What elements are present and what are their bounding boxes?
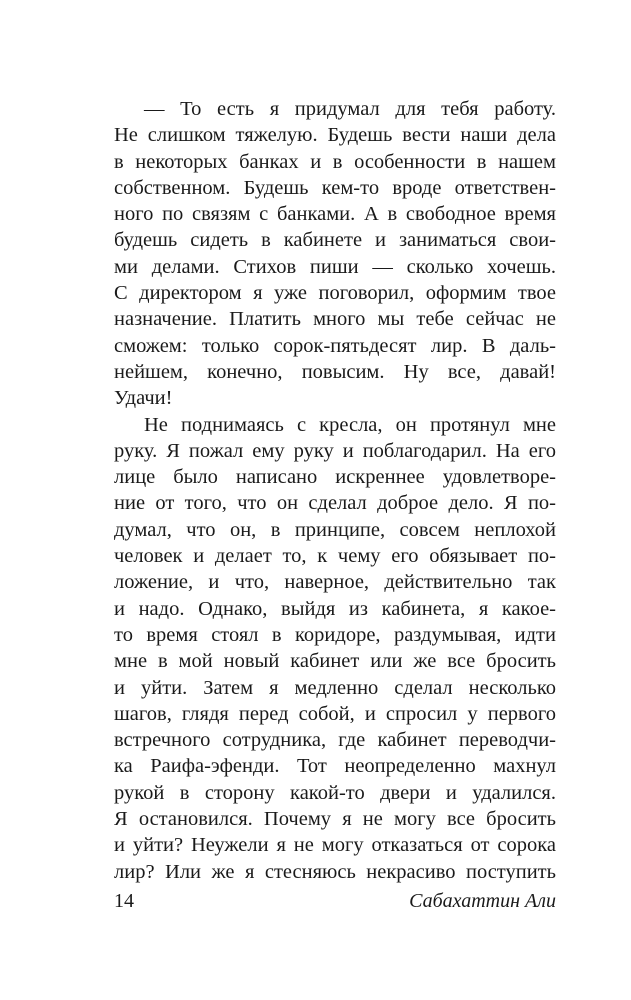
text-line: ние от того, что он сделал доброе дело. Я по- [114, 492, 556, 515]
text-line: руку. Я пожал ему руку и поблагодарил. На его [114, 439, 556, 462]
text-line: то время стоял в коридоре, раздумывая, идти [114, 623, 556, 646]
text-line: в некоторых банках и в особенности в нашем [114, 150, 556, 173]
page-number: 14 [114, 890, 134, 912]
page-footer [114, 887, 556, 915]
text-line: Не поднимаясь с кресла, он протянул мне [144, 413, 556, 436]
text-line: Я остановился. Почему я не могу все бросить [114, 808, 556, 831]
running-head-author: Сабахаттин Али [409, 890, 556, 912]
text-line: ного по связям с банками. А в свободное время [114, 203, 556, 226]
text-line: мне в мой новый кабинет или же все бросить [114, 650, 556, 673]
text-line: лице было написано искреннее удовлетворе- [114, 466, 556, 489]
text-line: назначение. Платить много мы тебе сейчас не [114, 308, 556, 331]
text-line: Удачи! [114, 387, 173, 410]
text-line: ми делами. Стихов пиши — сколько хочешь. [114, 255, 556, 278]
text-line: шагов, глядя перед собой, и спросил у первого [114, 702, 556, 725]
text-line: Не слишком тяжелую. Будешь вести наши дела [114, 124, 556, 147]
text-line: — То есть я придумал для тебя работу. [144, 98, 556, 120]
text-line: сможем: только сорок-пятьдесят лир. В даль- [114, 334, 556, 357]
text-line: нейшем, конечно, повысим. Ну все, давай! [114, 360, 556, 383]
text-line: рукой в сторону какой-то двери и удалился. [114, 781, 556, 804]
text-line: думал, что он, в принципе, совсем неплохой [114, 518, 556, 541]
text-line: будешь сидеть в кабинете и заниматься свои- [114, 229, 556, 252]
text-line: и уйти. Затем я медленно сделал несколько [114, 676, 556, 699]
body-text [114, 96, 556, 885]
text-line: лир? Или же я стесняюсь некрасиво поступить [114, 860, 556, 883]
text-line: С директором я уже поговорил, оформим твое [114, 282, 556, 305]
text-line: человек и делает то, к чему его обязывает по- [114, 545, 556, 568]
text-line: ка Раифа-эфенди. Тот неопределенно махнул [114, 755, 556, 778]
text-line: ложение, и что, наверное, действительно так [114, 571, 556, 594]
text-line: и уйти? Неужели я не могу отказаться от сорока [114, 834, 556, 857]
text-line: и надо. Однако, выйдя из кабинета, я какое- [114, 597, 556, 620]
text-line: встречного сотрудника, где кабинет переводчи- [114, 729, 556, 752]
text-line: собственном. Будешь кем-то вроде ответствен- [114, 176, 556, 199]
